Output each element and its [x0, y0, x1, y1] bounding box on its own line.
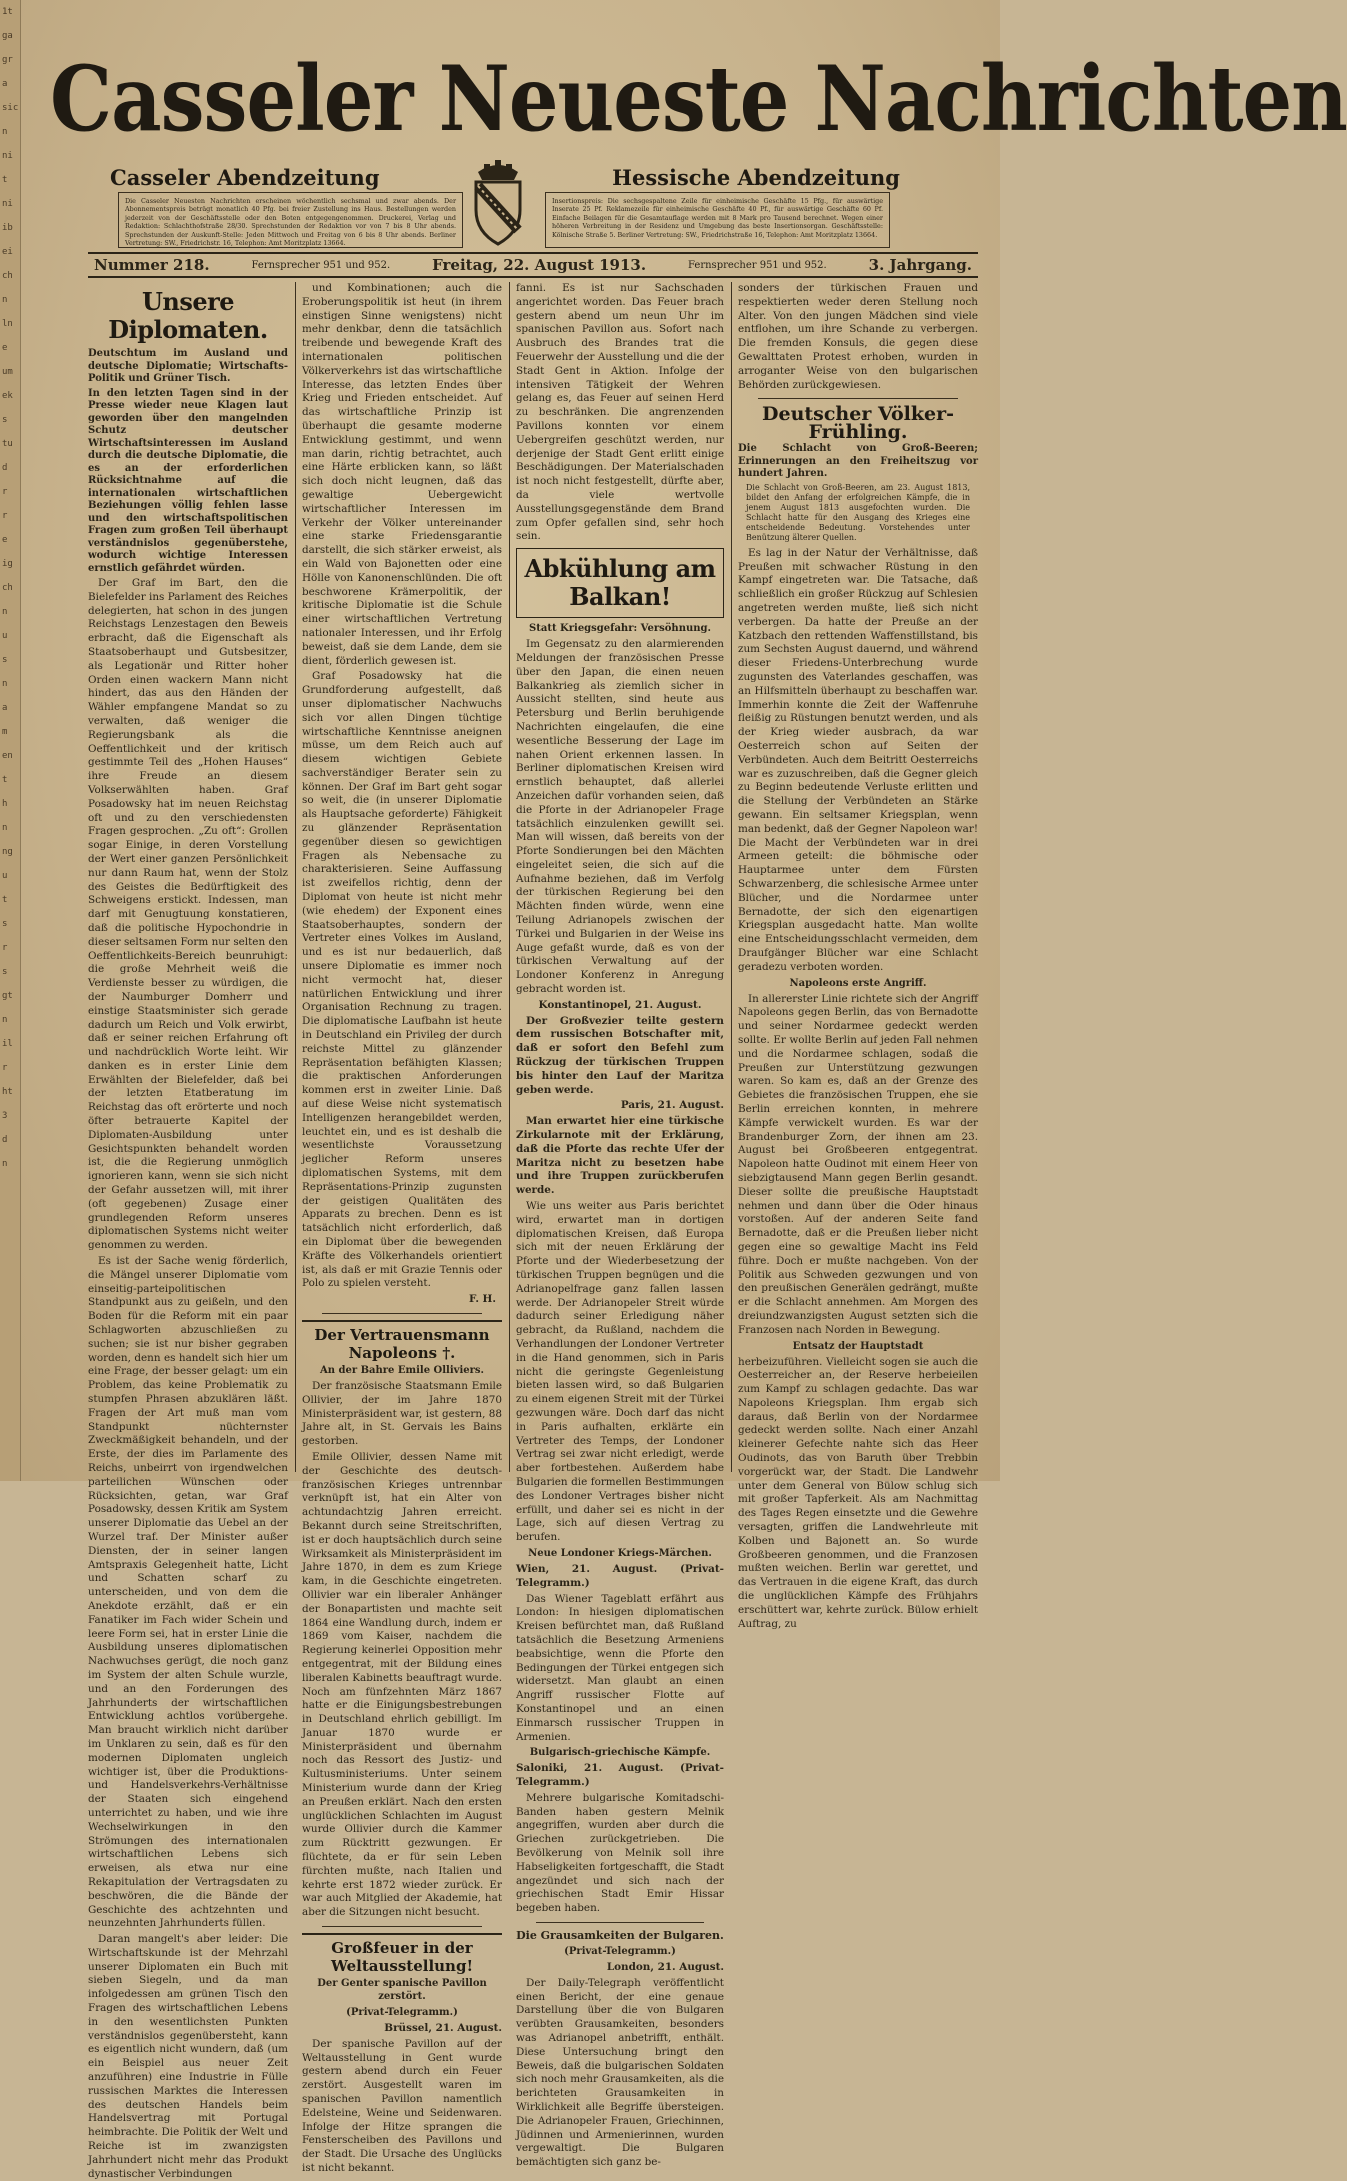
article-body — [738, 282, 978, 392]
column-1 — [88, 282, 288, 2180]
paragraph: Der spanische Pavillon auf der Weltausstellung in Gent wurde gestern abend durch ein Feuer zerstört. Ausgestellt waren im spanischen Pavillon namentlich Edelsteine, Weine und Seidenwaren. Infolge der Hitze sprangen die Fensterscheiben des Pavillons und der Stadt. Die Ursache des Unglücks ist nicht bekannt. — [302, 2037, 502, 2175]
edge-fragment: il — [2, 1039, 13, 1049]
column-3 — [516, 282, 724, 2169]
paragraph: Daran mangelt's aber leider: Die Wirtschaftskunde ist der Mehrzahl unserer Diplomaten ein Buch mit sieben Siegeln, und da man infolgedessen am grünen Tisch den Fragen des wirtschaftlichen Lebens in den wesentlichsten Punkten verständnislos gegenübersteht, kann es eigentlich nicht wundern, daß (um ein Beispiel aus neuer Zeit anzuführen) eine Industrie in Fülle russischen Marktes die Interessen des deutschen Handels beim Handelsvertrag mit Portugal heimbrachte. Die Politik der Welt und Reiche ist im zwanzigsten Jahrhundert nicht mehr das Produkt dynastischer Verbindungen — [88, 1933, 288, 2180]
paragraph: Der Daily-Telegraph veröffentlicht einen Bericht, der eine genaue Darstellung über die von Bulgaren verübten Grausamkeiten, besonders was Adrianopel anbetrifft, enthält. Diese Untersuchung bringt den Beweis, daß die bulgarischen Soldaten sich noch mehr Grausamkeiten, als die berichteten Grausamkeiten in Wirklichkeit alle Begriffe übersteigen. Die Adrianopeler Frauen, Griechinnen, Jüdinnen und Armenierinnen, wurden vergewaltigt. Die Bulgaren bemächtigten sich ganz be- — [516, 1976, 724, 2169]
column-4 — [738, 282, 978, 1630]
article-body — [516, 282, 724, 544]
article-subheadline: Entsatz der Hauptstadt — [792, 1340, 924, 1352]
edge-fragment: m — [2, 727, 8, 737]
subtitle-left: Casseler Abendzeitung — [110, 164, 380, 190]
edge-fragment: gr — [2, 55, 13, 65]
column-rule — [295, 282, 296, 1472]
editor-note: Die Schlacht von Groß-Beeren, am 23. August 1813, bildet den Anfang der erfolgreichen Kämpfe, die in jenem August 1813 ausgefochten wurden. Die Schlacht hatte für den Ausgang des Krieges eine entscheidende Bedeutung. Vorstehendes unter Benützung älterer Quellen. — [746, 482, 970, 542]
edge-fragment: n — [2, 679, 8, 689]
article-headline: Unsere Diplomaten. — [108, 287, 268, 344]
telegram-tag: (Privat-Telegramm.) — [564, 1946, 676, 1958]
edge-fragment: n — [2, 823, 8, 833]
paragraph: Graf Posadowsky hat die Grundforderung aufgestellt, daß unser diplomatischer Nachwuchs sich vor allen Dingen tüchtige wirtschaftliche Kenntnisse aneignen müsse, um dem Reich auch auf diesem wichtigen Gebiete sachverständiger Berater sein zu können. Der Graf im Bart geht sogar so weit, die (in unserer Diplomatie als Hauptsache geforderte) Fähigkeit zu glänzender Repräsentation gegenüber diesen so gewichtigen Fragen als Nebensache zu charakterisieren. Seine Auffassung ist zweifellos richtig, denn der Diplomat von heute ist nicht mehr (wie ehedem) der Exponent eines Staatsoberhauptes, sondern der Vertreter eines Volkes im Ausland, und es ist nur bedauerlich, daß unsere Diplomatie es immer noch nicht vermocht hat, dieser natürlichen Entwicklung und ihrer Organisation Rechnung zu tragen. Die diplomatische Laufbahn ist heute in Deutschland ein Privileg der durch reichste Mittel zu glänzender Repräsentation befähigten Klassen; die praktischen Anforderungen kommen erst in zweiter Linie. Daß auf diese Weise nicht systematisch Intelligenzen herangebildet werden, leuchtet ein, und es ist deshalb die wesentlichste Voraussetzung jeglicher Reform unseres diplomatischen Systems, mit dem Repräsentations-Prinzip zugunsten der geistigen Qualitäten des Apparats zu brechen. Denn es ist tatsächlich nicht erforderlich, daß ein Diplomat über die bewegenden Kräfte des Völkerhandels orientiert ist, als daß er mit Grazie Tennis oder Polo zu spielen versteht. — [302, 670, 502, 1290]
edge-fragment: s — [2, 967, 8, 977]
edge-fragment: sic — [2, 103, 19, 113]
edge-fragment: r — [2, 943, 8, 953]
article-subheadline: Der Genter spanische Pavillon zerstört. — [317, 1978, 487, 2003]
edge-fragment: t — [2, 895, 8, 905]
article-body — [88, 577, 288, 2181]
phone-right: Fernsprecher 951 und 952. — [688, 259, 827, 271]
article-body — [302, 2022, 502, 2176]
edge-fragment: ln — [2, 319, 13, 329]
edge-fragment: a — [2, 703, 8, 713]
edge-fragment: ei — [2, 247, 13, 257]
edge-fragment: s — [2, 655, 8, 665]
edge-fragment: u — [2, 631, 8, 641]
paragraph: Man erwartet hier eine türkische Zirkularnote mit der Erklärung, daß die Pforte das rechte Ufer der Maritza nicht zu besetzen habe und ihre Truppen zurückberufen werde. — [516, 1115, 724, 1197]
edge-fragment: e — [2, 343, 8, 353]
edge-fragment: r — [2, 487, 8, 497]
paragraph: und Kombinationen; auch die Eroberungspolitik ist heut (in ihrem einstigen Sinne wenigstens) nicht mehr denkbar, denn die tatsächlich treibende und bewegende Kraft des internationalen politischen Völkerverkehrs ist das wirtschaftliche Interesse, das letzten Endes über Krieg und Frieden entscheidet. Auf das wirtschaftliche Prinzip ist überhaupt die gesamte moderne Entwicklung gestimmt, und wenn man darin, richtig betrachtet, auch eine Härte erblicken kann, so läßt sich doch nicht leugnen, daß das gewaltige Uebergewicht wirtschaftlicher Interessen im Verkehr der Völker untereinander eine starke Friedensgarantie darstellt, die sich stärker erweist, als ein Wald von Bajonetten oder eine Hölle von Kanonenschlünden. Die oft beschworene Krämerpolitik, der kritische Diplomatie ist die Schule einer wirtschaftlichen Vertretung nationaler Interessen, und ihr Erfolg beweist, daß sie dem Lande, dem sie dient, förderlich gewesen ist. — [302, 282, 502, 667]
article-headline: Deutscher Völker-Frühling. — [762, 403, 954, 444]
edge-fragment: gt — [2, 991, 13, 1001]
edge-fragment: 3 — [2, 1111, 8, 1121]
paragraph: Wie uns weiter aus Paris berichtet wird, erwartet man in dortigen diplomatischen Kreisen, daß Europa sich mit der neuen Erklärung der Pforte und der Wiederbesetzung der türkischen Truppen begnügen und die Adrianopelfrage ganz fallen lassen werde. Der Adrianopeler Streit würde dadurch seiner Erledigung näher gebracht, da Rußland, nachdem die Verhandlungen der Londoner Vertreter in die Hand genommen, sich in Paris nicht die geringste Gegenleistung bieten lassen wird, so daß Bulgarien zu einem eigenen Streit mit der Türkei gezwungen wäre. Doch darf das nicht in Paris aufhalten, erklärte ein Vertreter des Temps, der Londoner Vertrag sei zwar nicht erledigt, werde aber fortbestehen. Außerdem habe Bulgarien die formellen Bestimmungen des Londoner Vertrages bisher nicht erfüllt, und daher sei es nicht in der Lage, sich auf diesen Vertrag zu berufen. — [516, 1200, 724, 1544]
advertising-notice: Insertionspreis: Die sechsgespaltene Zeile für einheimische Geschäfte 15 Pfg., für auswärtige Inserate 25 Pf. Reklamezeile für einheimische Geschäfte 40 Pf., für auswärtige Geschäfte 60 Pf. Einfache Beilagen für die Gesamtauflage werden mit 8 Mark pro Tausend berechnet. Wegen einer höheren Verbreitung in der Residenz und Umgebung das beste Insertionsorgan. Geschäftsstelle: Kölnische Straße 5. Berliner Vertretung: SW., Friedrichstraße 16, Telephon: Amt Moritzplatz 13664. — [545, 192, 890, 248]
edge-fragment: u — [2, 871, 8, 881]
dateline-place: Wien, 21. August. (Privat-Telegramm.) — [516, 1562, 724, 1589]
paragraph: herbeizuführen. Vielleicht sogen sie auch die Oesterreicher an, der Reserve herbeieilen zum Kampf zu schlagen gedachte. Das war Napoleons Kriegsplan. Ihm ergab sich daraus, daß Berlin von der Nordarmee gedeckt werden sollte. Nach einer Anzahl kleinerer Gefechte nahte sich das Heer Oudinots, das von Baruth über Trebbin vorgerückt war, der Stadt. Die Landwehr unter dem General von Bülow schlug sich mit großer Tapferkeit. Als am Nachmittag des Tages Regen einsetzte und die Gewehre versagten, griffen die Landwehrleute mit Kolben und Bajonett an. So wurde Großbeeren genommen, und die Franzosen mußten weichen. Berlin war gerettet, und das Vertrauen in die eigene Kraft, das durch die unglücklichen Kämpfe des Frühjahrs erschüttert war, kehrte zurück. Bülow erhielt Auftrag, zu — [738, 1355, 978, 1630]
paragraph: sonders der türkischen Frauen und respektierten weder deren Stellung noch Alter. Von den jungen Mädchen sind viele entflohen, um ihre Schande zu verbergen. Die fremden Konsuls, die gegen diese Gewalttaten Protest erhoben, wurden in arroganter Weise von den bulgarischen Behörden zurückgewiesen. — [738, 282, 978, 391]
subtitle-right: Hessische Abendzeitung — [612, 164, 900, 190]
edge-fragment: e — [2, 535, 8, 545]
paragraph: Es lag in der Natur der Verhältnisse, daß Preußen mit schwacher Rüstung in den Kampf eingetreten war. Die Tatsache, daß schließlich ein großer Rückzug auf Schlesien angetreten werden mußte, ließ sich nicht verbergen. Da hatte der Preuße an der Katzbach den rettenden Waffenstillstand, bis zum Sechsten August dauernd, und während dieser Friedens-Unterbrechung wurde zugunsten des Vaterlandes geschaffen, was an Hilfsmitteln überhaupt zu beschaffen war. Immerhin konnte die Zeit der Waffenruhe fleißig zu Rüstungen benutzt werden, und als der Krieg wieder ausbrach, da war Oesterreich schon auf Seiten der Verbündeten. Auch dem Beitritt Oesterreichs war es zuzuschreiben, daß die Gegner gleich zu Beginn bedeutende Verluste erlitten und die Stellung der Verbündeten an Stärke gewann. Ein seltsamer Kriegsplan, wenn man bedenkt, daß der Gegner Napoleon war! Die Macht der Verbündeten war in drei Armeen geteilt: die böhmische oder Hauptarmee unter dem Fürsten Schwarzenberg, die schlesische Armee unter Blücher, und die Nordarmee unter Bernadotte, der sich den eigenartigen Kriegsplan ausgedacht hatte. Man wollte eine Entscheidungsschlacht vermeiden, dem Draufgänger Blücher war eine Schlacht geradezu verboten worden. — [738, 546, 978, 973]
article-headline: Der Vertrauensmann Napoleons †. — [302, 1320, 502, 1362]
edge-fragment: r — [2, 1063, 8, 1073]
article-headline: Abkühlung am Balkan! — [524, 554, 716, 612]
article-body — [516, 1961, 724, 2170]
edge-fragment: ga — [2, 31, 13, 41]
edge-fragment: tu — [2, 439, 13, 449]
volume-year: 3. Jahrgang. — [868, 256, 972, 274]
edge-fragment: t — [2, 175, 8, 185]
edge-fragment: d — [2, 463, 8, 473]
edge-fragment: n — [2, 295, 8, 305]
article-body — [738, 1356, 978, 1632]
article-subheadline: Die Grausamkeiten der Bulgaren. — [516, 1929, 724, 1943]
article-headline: Großfeuer in der Weltausstellung! — [302, 1933, 502, 1975]
paragraph: Der französische Staatsmann Emile Ollivier, der im Jahre 1870 Ministerpräsident war, ist gestern, 88 Jahre alt, in St. Gervais les Bains gestorben. — [302, 1379, 502, 1448]
edge-fragment: ch — [2, 583, 13, 593]
telegram-tag: (Privat-Telegramm.) — [346, 2007, 458, 2019]
edge-fragment: n — [2, 607, 8, 617]
adjacent-page-edge — [0, 0, 21, 1481]
paragraph: Mehrere bulgarische Komitadschi-Banden haben gestern Melnik angegriffen, wurden aber durch die Griechen zurückgetrieben. Die Bevölkerung von Melnik soll ihre Habseligkeiten fortgeschafft, die Stadt angezündet und sich nach der griechischen Stadt Emir Hissar begeben haben. — [516, 1791, 724, 1915]
edge-fragment: ek — [2, 391, 13, 401]
article-subheadline: Bulgarisch-griechische Kämpfe. — [529, 1747, 711, 1759]
article-body — [302, 282, 502, 1307]
newspaper-title: Casseler Neueste Nachrichten — [50, 47, 1347, 152]
column-rule — [509, 282, 510, 1472]
article-body — [516, 1563, 724, 1744]
article-body — [738, 993, 978, 1338]
dateline-place: Brüssel, 21. August. — [384, 2022, 502, 2035]
article-body — [516, 1762, 724, 1916]
column-rule — [731, 282, 732, 1472]
edge-fragment: en — [2, 751, 13, 761]
edge-fragment: ni — [2, 199, 13, 209]
paragraph: Der Graf im Bart, den die Bielefelder ins Parlament des Reiches delegierten, hat schon in des jungen Reichstags Lenzestagen den Beweis erbracht, daß die Eigenschaft als Staatsoberhaupt und Gutsbesitzer, als Legationär und Ritter hoher Orden einen wackern Mann nicht hindert, das aus den Händen der Wähler empfangene Mandat so zu verwalten, daß weniger die Regierungsbank als die Oeffentlichkeit und der kritisch gestimmte Teil des „Hohen Hauses“ ihre Freude an diesem Volkserwählten haben. Graf Posadowsky hat im neuen Reichstag oft und zu den verschiedensten Fragen gesprochen. „Zu oft“: Grollen sogar Einige, in deren Vorstellung der Wert einer ganzen Persönlichkeit nur dann Raum hat, wenn der Stolz des Geistes die Bedürftigkeit des Schweigens erstickt. Indessen, man darf mit Genugtuung konstatieren, daß die politische Hypochondrie in dieser seltsamen Form nur selten den Oeffentlichkeits-Bereich beunruhigt: die große Mehrheit weiß die Verdienste besser zu würdigen, die der Naumburger Domherr und einstige Staatsminister sich gerade dadurch um Reich und Volk erwirbt, daß er seiner reichen Erfahrung oft und nachdrücklich Worte leiht. Wir danken es in erster Linie dem Erwählten der Bielefelder, daß bei der letzten Etatberatung im Reichstag das oft erörterte und noch öfter betrauerte Kapitel der Diplomaten-Ausbildung unter Gesichtspunkten behandelt worden ist, die die Regierung unmöglich ignorieren kann, wenn sie sich nicht der Gefahr aussetzen will, mit ihrer (oft gegebenen) Zusage einer grundlegenden Reform unseres diplomatischen Systems nicht weiter genommen zu werden. — [88, 577, 288, 1252]
coat-of-arms-icon — [448, 150, 548, 250]
paragraph: Es ist der Sache wenig förderlich, die Mängel unserer Diplomatie vom einseitig-parteipolitischen Standpunkt aus zu geißeln, und den Boden für die Reform mit ein paar Schlagworten abzuschließen zu suchen; sie ist nur bisher gegraben worden, denn es handelt sich hier um eine Frage, der besser gelagt: um ein Problem, das keine Problematik zu stumpfen Phrasen abzuklären läßt. Fragen der Art muß man vom Standpunkt nüchternster Zweckmäßigkeit behandeln, und der Erste, der dies im Parlamente des Reichs, unbeirrt von irgendwelchen parteilichen Wünschen oder Rücksichten, getan, war Graf Posadowsky, dessen Kritik am System unserer Diplomatie das Uebel an der Wurzel traf. Der Minister außer Diensten, der in seiner langen Amtspraxis Gelegenheit hatte, Licht und Schatten scharf zu unterscheiden, und von dem die Anekdote erzählt, daß er ein Fanatiker im Fach wider Schein und leere Form sei, hat in erster Linie die Ausbildung unseres diplomatischen Nachwuchses gerügt, die noch ganz im System der alten Schule wurzle, und an den Forderungen des Jahrhunderts der wirtschaftlichen Entwicklung achtlos vorübergehe. Man braucht wirklich nicht darüber im Unklaren zu sein, daß es für den modernen Diplomaten ungleich wichtiger ist, über die Produktions- und Handelsverkehrs-Verhältnisse der Staaten sich eingehend unterrichtet zu haben, und wie ihre Wechselwirkungen in den Strömungen des internationalen wirtschaftlichen Lebens sich erweisen, als etwa nur eine Rekapitulation der Vertragsdaten zu beschwören, die die Bände der Geschichte des achtzehnten und neunzehnten Jahrhunderts füllen. — [88, 1255, 288, 1930]
edge-fragment: 1t — [2, 7, 13, 17]
phone-left: Fernsprecher 951 und 952. — [251, 259, 391, 271]
edge-fragment: n — [2, 1159, 8, 1169]
subscription-notice: Die Casseler Neuesten Nachrichten erscheinen wöchentlich sechsmal und zwar abends. Der Abonnementspreis beträgt monatlich 40 Pfg. bei freier Zustellung ins Haus. Bestellungen werden jederzeit von der Geschäftsstelle oder den Boten entgegengenommen. Druckerei, Verlag und Redaktion: Schlachthofstraße 28/30. Sprechstunden der Redaktion vor von 7 bis 8 Uhr abends. Sprechstunden der Auskunft-Stelle: Jeden Mittwoch und Freitag von 6 bis 8 Uhr abends. Berliner Vertretung: SW., Friedrichstr. 16, Telephon: Amt Moritzplatz 13664. — [118, 192, 463, 248]
separator — [536, 1922, 704, 1923]
edge-fragment: s — [2, 415, 8, 425]
paragraph: Das Wiener Tageblatt erfährt aus London: In hiesigen diplomatischen Kreisen befürchtet man, daß Rußland tatsächlich die Besetzung Armeniens beabsichtige, wenn die Pforte den Bedingungen der Türkei entgegen sich widersetzt. Man glaubt an einen Angriff russischer Flotte auf Konstantinopel und an einen Einmarsch russischer Truppen in Armenien. — [516, 1592, 724, 1743]
dateline-place: London, 21. August. — [606, 1961, 724, 1974]
author-initials: F. H. — [468, 1293, 496, 1306]
article-body — [302, 1380, 502, 1920]
edge-fragment: d — [2, 1135, 8, 1145]
edge-fragment: n — [2, 127, 8, 137]
paragraph: Emile Ollivier, dessen Name mit der Geschichte des deutsch-französischen Krieges untrennbar verknüpft ist, hat ein Alter von achtundachtzig Jahren erreicht. Bekannt durch seine Streitschriften, ist er doch hauptsächlich durch seine Wirksamkeit als Ministerpräsident im Jahre 1870, in dem es zum Kriege kam, in die Geschichte eingetreten. Ollivier war ein liberaler Anhänger der Bonapartisten und machte seit 1864 eine Wandlung durch, indem er 1869 vom Kaiser, nachdem die Regierung keinerlei Opposition mehr entgegentrat, mit der Bildung eines liberalen Kabinetts beauftragt wurde. Noch am fünfzehnten März 1867 hatte er die Einigungsbestrebungen in Deutschland ehrlich gebilligt. Im Januar 1870 wurde er Ministerpräsident und übernahm noch das Ressort des Justiz- und Kultusministeriums. Unter seinem Ministerium wurde dann der Krieg an Preußen erklärt. Nach den ersten unglücklichen Schlachten im August wurde Ollivier durch die Kammer zum Rücktritt gezwungen. Er flüchtete, da er für sein Leben fürchten mußte, nach Italien und kehrte erst 1872 wieder zurück. Er war auch Mitglied der Akademie, hat aber die Sitzungen nicht besucht. — [302, 1450, 502, 1919]
dateline-place: Paris, 21. August. — [620, 1099, 724, 1112]
separator — [758, 398, 958, 399]
dateline-place: Konstantinopel, 21. August. — [538, 998, 702, 1011]
edge-fragment: t — [2, 775, 8, 785]
edge-fragment: h — [2, 799, 8, 809]
edge-fragment: r — [2, 511, 8, 521]
edge-fragment: s — [2, 919, 8, 929]
article-subheadline: Statt Kriegsgefahr: Versöhnung. — [529, 623, 711, 635]
article-subheadline: An der Bahre Emile Olliviers. — [319, 1364, 485, 1376]
article-subheadline: Neue Londoner Kriegs-Märchen. — [528, 1547, 712, 1559]
edge-fragment: ni — [2, 151, 13, 161]
separator — [322, 1926, 482, 1927]
paragraph: Im Gegensatz zu den alarmierenden Meldungen der französischen Presse über den Japan, die einen neuen Balkankrieg als ziemlich sicher in Aussicht stellten, sind heute aus Petersburg und Berlin beruhigende Nachrichten eingelaufen, die eine wesentliche Besserung der Lage im nahen Orient erkennen lassen. In Berliner diplomatischen Kreisen wird ernstlich behauptet, daß allerlei Anzeichen dafür vorhanden seien, daß die Pforte in der Adrianopeler Frage tatsächlich einzulenken gewillt sei. Man will wissen, daß bereits von der Pforte Sondierungen bei den Mächten eingeleitet seien, die sich auf die Aufnahme beziehen, daß im Verfolg der türkischen Regierung bei den Mächten finden würde, wenn eine Teilung Adrianopels zwischen der Türkei und Bulgarien in der Weise ins Auge gefaßt wurde, daß es von der türkischen Verwaltung auf der Londoner Konferenz in Anregung gebracht worden ist. — [516, 638, 724, 996]
article-lead: Die Schlacht von Groß-Beeren; Erinnerungen an den Freiheitszug vor hundert Jahren. — [738, 443, 978, 480]
dateline-bar — [88, 252, 978, 278]
issue-date: Freitag, 22. August 1913. — [432, 256, 647, 274]
article-lead: In den letzten Tagen sind in der Presse wieder neue Klagen laut geworden über den mangelnden Schutz deutscher Wirtschaftsinteressen im Ausland durch die deutsche Diplomatie, die es an der erforderlichen Rücksichtnahme auf die internationalen wirtschaftlichen Beziehungen völlig fehlen lasse und den wirtschaftspolitischen Fragen zum großen Teil überhaupt verständnislos gegenüberstehe, wodurch wichtige Interessen ernstlich gefährdet würden. — [88, 387, 288, 574]
article-body — [738, 547, 978, 975]
paragraph: fanni. Es ist nur Sachschaden angerichtet worden. Das Feuer brach gestern abend um neun Uhr im spanischen Pavillon aus. Sofort nach Ausbruch des Brandes trat die Feuerwehr der Ausstellung und die der Stadt Gent in Aktion. Infolge der intensiven Tätigkeit der Wehren gelang es, das Feuer auf seinen Herd zu beschränken. Die angrenzenden Pavillons konnten vor einem Uebergreifen geschützt werden, nur derjenige der Stadt Gent erlitt einige Beschädigungen. Der Materialschaden ist noch nicht festgestellt, dürfte aber, da viele wertvolle Ausstellungsgegenstände dem Brand zum Opfer gefallen sind, sehr hoch sein. — [516, 282, 724, 543]
paragraph: Der Großvezier teilte gestern dem russischen Botschafter mit, daß er sofort den Befehl zum Rückzug der türkischen Truppen bis hinter den Lauf der Maritza geben werde. — [516, 1014, 724, 1096]
issue-number: Nummer 218. — [94, 256, 210, 274]
edge-fragment: ng — [2, 847, 13, 857]
edge-fragment: ch — [2, 271, 13, 281]
edge-fragment: n — [2, 1015, 8, 1025]
article-lead: Deutschtum im Ausland und deutsche Diplomatie; Wirtschafts-Politik und Grüner Tisch. — [88, 348, 288, 384]
paragraph: In allererster Linie richtete sich der Angriff Napoleons gegen Berlin, das von Bernadotte und seiner Nordarmee gedeckt werden sollte. Er wollte Berlin auf jeden Fall nehmen und die Nordarmee schlagen, sodaß die Preußen zur Unterstützung gezwungen waren. So kam es, daß an der Grenze des Gebietes die französischen Truppen, ehe sie Berlin erreichen konnten, in mehrere Kämpfe verwickelt wurden. Es war der Brandenburger Zorn, der ihnen am 23. August bei Großbeeren entgegentrat. Napoleon hatte Oudinot mit einem Heer von siebzigtausend Mann gegen Berlin gesandt. Dieser sollte die preußische Hauptstadt nehmen und dann über die Oder hinaus vorstoßen. Auf der anderen Seite fand Bernadotte, daß er die Preußen lieber nicht gegen eine so gewaltige Macht ins Feld führe. Doch er mußte nachgeben. Von der Politik aus Schweden gezwungen und von den preußischen Generälen gedrängt, mußte er die Schlacht annehmen. Am Morgen des dreiundzwanzigsten August setzten sich die Franzosen nach Norden in Bewegung. — [738, 992, 978, 1336]
edge-fragment: um — [2, 367, 13, 377]
headline-frame — [516, 548, 724, 618]
edge-fragment: ig — [2, 559, 13, 569]
column-2 — [302, 282, 502, 2175]
edge-fragment: a — [2, 79, 8, 89]
article-columns — [88, 282, 978, 2180]
article-body — [516, 638, 724, 1545]
separator — [322, 1313, 482, 1314]
article-subheadline: Napoleons erste Angriff. — [789, 977, 927, 989]
edge-fragment: ht — [2, 1087, 13, 1097]
edge-fragment: ib — [2, 223, 13, 233]
dateline-place: Saloniki, 21. August. (Privat-Telegramm.) — [516, 1762, 724, 1789]
